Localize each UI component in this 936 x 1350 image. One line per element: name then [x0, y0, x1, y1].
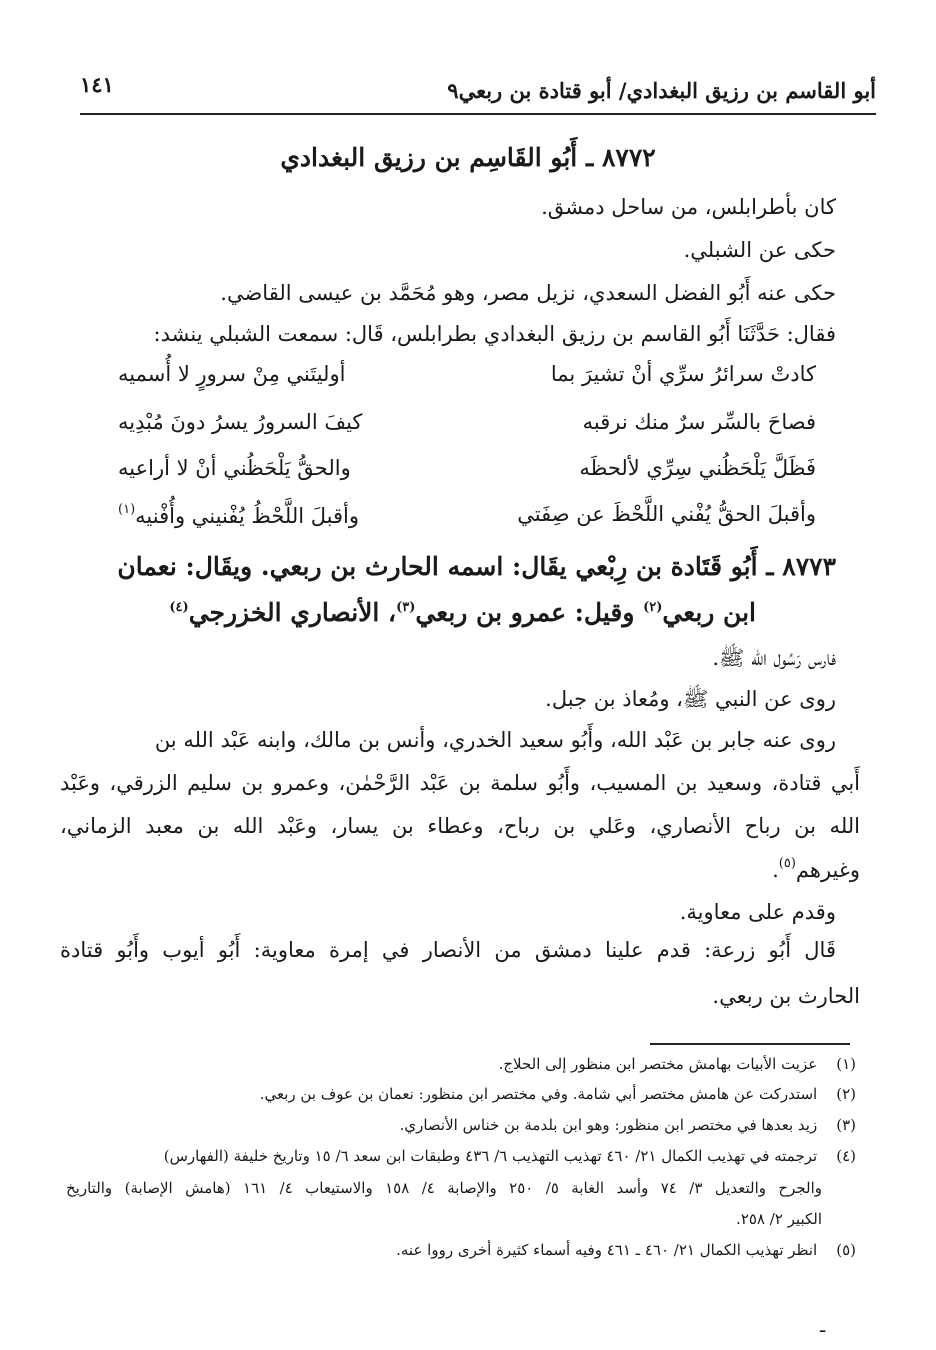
poem-verse — [118, 456, 816, 496]
stray-mark: ـ — [820, 1316, 826, 1337]
footnote-text: انظر تهذيب الكمال ٢١/ ٤٦٠ ـ ٤٦١ وفيه أسماء كثيرة أخرى رووا عنه. — [396, 1241, 818, 1259]
entry-title-8773: ٨٧٧٣ ـ أَبُو قَتَادة بن رِبْعي يقَال: اسمه الحارث بن ربعي. ويقَال: نعمان — [117, 552, 836, 581]
body-line: أَبي قتادة، وسعيد بن المسيب، وأَبُو سلمة بن عَبْد الرَّحْمٰن، وعمرو بن سليم الزرقي، وعَبْد — [60, 771, 860, 795]
poem-verse — [118, 362, 816, 402]
body-line: كان بأطرابلس، من ساحل دمشق. — [541, 195, 836, 219]
body-line: روى عن النبي ﷺ، ومُعاذ بن جبل. — [545, 687, 836, 711]
footnote-number: (٣) — [836, 1116, 856, 1134]
footnote-text: عزيت الأبيات بهامش مختصر ابن منظور إلى الحلاج. — [498, 1055, 818, 1073]
poem-verse — [118, 410, 816, 450]
footnote — [396, 1241, 856, 1259]
running-header — [80, 72, 876, 112]
title-part: ابن ربعي — [662, 598, 756, 627]
body-line: فقال: حَدَّثَنَا أَبُو القاسم بن رزيق البغدادي بطرابلس، قَال: سمعت الشبلي ينشد: — [153, 322, 836, 346]
footnote-text: زيد بعدها في مختصر ابن منظور: وهو ابن بلدمة بن خناس الأنصاري. — [399, 1116, 818, 1134]
footnote-ref-1: (١) — [118, 502, 136, 517]
footnote-number: (٤) — [836, 1147, 856, 1165]
poem-verse — [118, 502, 816, 542]
footnote-ref-2: (٢) — [643, 600, 663, 615]
header-rule — [80, 113, 876, 115]
verse-second-hemistich — [118, 502, 359, 528]
footnote — [400, 1116, 856, 1134]
title-part: وقيل: عمرو بن ربعي — [415, 598, 644, 627]
body-line — [772, 856, 860, 882]
footnote-continuation: والجرح والتعديل ٣/ ٧٤ وأسد الغابة ٥/ ٢٥٠ والإصابة ٤/ ١٥٨ والاستيعاب ٤/ ١٦١ (هامش الإصابة) والتاريخ — [66, 1179, 823, 1197]
page-number: ١٤١ — [80, 72, 114, 97]
body-line: وقدم على معاوية. — [679, 900, 836, 924]
body-line: حكى عن الشبلي. — [683, 238, 836, 262]
body-text: . — [772, 858, 779, 882]
footnote-ref-3: (٣) — [396, 600, 416, 615]
footnote-number: (٥) — [836, 1241, 856, 1259]
footnote — [66, 1147, 856, 1165]
entry-title-8772: ٨٧٧٢ ـ أَبُو القَاسِم بن رزيق البغدادي — [280, 143, 656, 172]
running-title: أبو القاسم بن رزيق البغدادي/ أبو قتادة بن ربعي٩ — [447, 78, 876, 103]
footnote-ref-5: (٥) — [778, 856, 796, 871]
verse-second-hemistich: والحقُّ يَلْحَظُني أنْ لا أراعيه — [118, 456, 351, 480]
verse-second-hemistich: أوليتَني مِنْ سرورٍ لا أُسميه — [118, 362, 346, 386]
body-line: روى عنه جابر بن عَبْد الله، وأَبُو سعيد الخدري، وأنس بن مالك، وابنه عَبْد الله بن — [154, 728, 836, 752]
footnote — [499, 1055, 856, 1073]
title-part: ، الأنصاري الخزرجي — [188, 598, 397, 627]
footnote-continuation: الكبير ٢/ ٢٥٨. — [736, 1210, 822, 1228]
verse-first-hemistich: كادتْ سرائرُ سرِّي أنْ تشيرَ بما — [550, 362, 816, 386]
entry-title-8773-cont — [169, 598, 756, 627]
verse-text: وأقبلَ اللَّحْظُ يُفْنيني وأُفْنيه — [135, 504, 360, 528]
body-line: الحارث بن ربعي. — [712, 984, 860, 1008]
body-line: قَال أَبُو زرعة: قدم علينا دمشق من الأنصار في إمرة معاوية: أَبُو أيوب وأَبُو قتادة — [60, 938, 836, 962]
footnote-text: استدركت عن هامش مختصر أبي شامة. وفي مختصر ابن منظور: نعمان بن عوف بن ربعي. — [259, 1085, 818, 1103]
verse-second-hemistich: كيفَ السرورُ يسرُ دونَ مُبْدِيه — [118, 410, 363, 434]
body-text: وغيرهم — [795, 858, 860, 882]
footnote-rule — [650, 1043, 850, 1045]
footnote-ref-4: (٤) — [169, 600, 189, 615]
footnote-text: ترجمته في تهذيب الكمال ٢١/ ٤٦٠ تهذيب التهذيب ٦/ ٤٣٦ وطبقات ابن سعد ٦/ ١٥ وتاريخ خليفة (الفهارس) — [163, 1147, 818, 1165]
body-line: فارس رَسُول الله ﷺ. — [712, 646, 836, 670]
footnote-number: (١) — [836, 1055, 856, 1073]
footnote-number: (٢) — [836, 1085, 856, 1103]
verse-first-hemistich: وأقبلَ الحقُّ يُفْني اللَّحْظَ عن صِفَتي — [517, 502, 816, 526]
footnote — [260, 1085, 856, 1103]
body-line: الله بن رباح الأنصاري، وعَلي بن رباح، وعطاء بن يسار، وعَبْد الله بن معبد الزماني، — [60, 814, 860, 838]
verse-first-hemistich: فَظَلَّ يَلْحَظُني سِرِّي لألحظَه — [579, 456, 816, 480]
verse-first-hemistich: فصاحَ بالسِّر سرٌ منك نرقبه — [582, 410, 816, 434]
body-line: حكى عنه أَبُو الفضل السعدي، نزيل مصر، وهو مُحَمَّد بن عيسى القاضي. — [220, 281, 836, 305]
